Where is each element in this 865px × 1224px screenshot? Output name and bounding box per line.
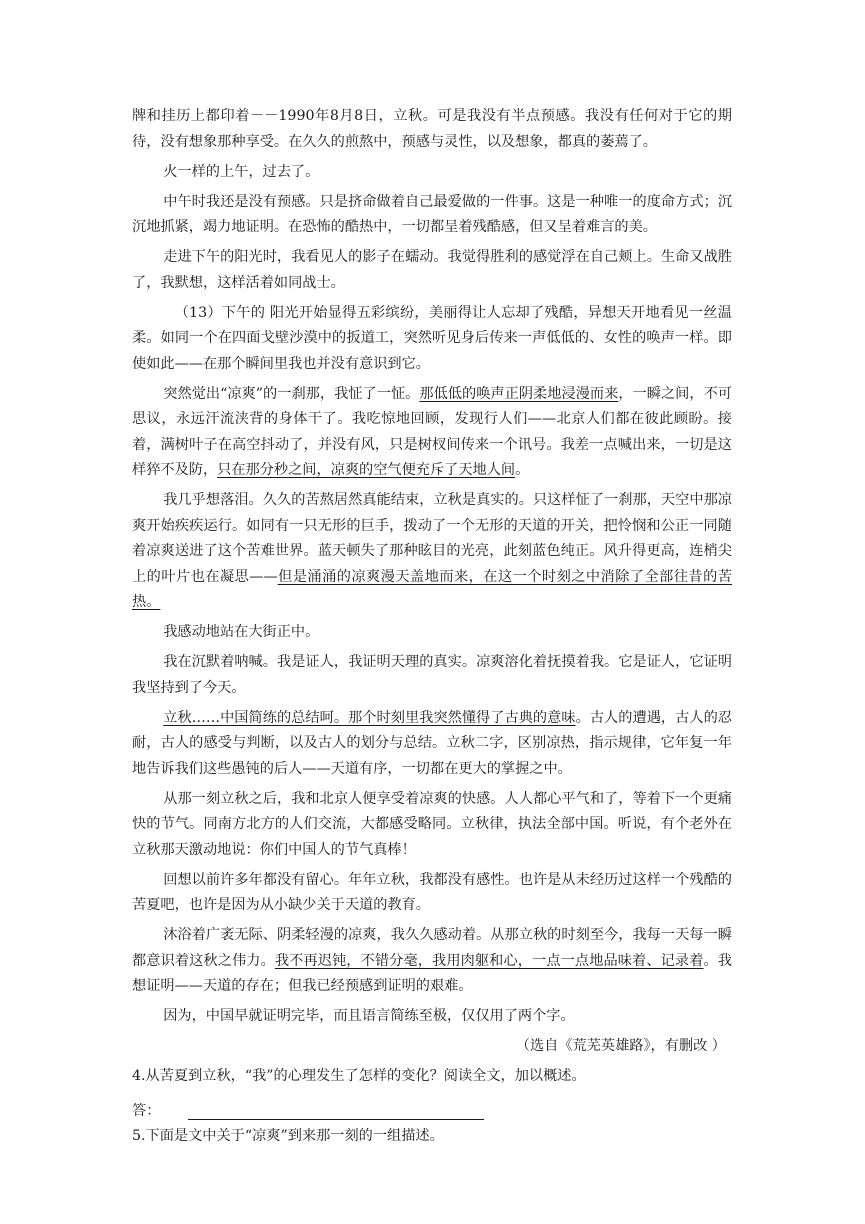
text-run: 。古人的遭遇，古人的忍耐，古人的感受与判断，以及古人的划分与总结。立秋二字，区别凉热，指示规律，它年复一年地告诉我们这些愚钝的后人——天道有序，一切都在更大的掌握之中。 <box>132 709 732 777</box>
text-run: 我几乎想落泪。久久的苦熬居然真能结束，立秋是真实的。只这样怔了一刹那，天空中那凉爽开始疾疾运行。如同有一只无形的巨手，拨动了一个无形的天道的开关，把怜悯和公正一同随着凉爽送进了这个苦难世界。蓝天顿失了那种眩目的光亮，此刻蓝色纯正。风升得更高，连梢尖上的叶片也在凝思—— <box>132 492 732 585</box>
text-run: ，一瞬之间，不可思议，永远汗流浃背的身体干了。我吃惊地回顾，发现行人们——北京人们都在彼此顾盼。接着，满树叶子在高空抖动了，并没有风，只是树杈间传来一个讯号。我差一点喊出来，一切是这样猝不及防， <box>132 385 732 478</box>
answer-label: 答： <box>132 1102 161 1119</box>
paragraph <box>132 488 732 616</box>
paragraph <box>132 382 732 484</box>
question-5: 5.下面是文中关于“凉爽”到来那一刻的一组描述。 <box>132 1128 444 1144</box>
paragraph: 走进下午的阳光时，我看见人的影子在蠕动。我觉得胜利的感觉浮在自己颊上。生命又战胜了，我默想，这样活着如同战士。 <box>132 249 732 291</box>
source-citation: （选自《荒芜英雄路》，有删改 ） <box>515 1038 726 1054</box>
underlined-sentence: 我不再迟钝，不错分毫，我用肉躯和心，一点一点地品味着、记录着 <box>274 952 704 969</box>
paragraph: 中午时我还是没有预感。只是挤命做着自己最爱做的一件事。这是一种唯一的度命方式；沉沉地抓紧，竭力地证明。在恐怖的酷热中，一切都呈着残酷感，但又呈着难言的美。 <box>132 193 732 235</box>
underlined-sentence: 只在那分秒之间，凉爽的空气便充斥了天地人间 <box>217 462 516 478</box>
paragraph: 我感动地站在大街正中。 <box>163 624 320 640</box>
answer-row <box>132 1094 732 1120</box>
paragraph: 从那一刻立秋之后，我和北京人便享受着凉爽的快感。人人都心平气和了，等着下一个更痛快的节气。同南方北方的人们交流，大都感受略同。立秋律，执法全部中国。听说，有个老外在立秋那天激动地说：你们中国人的节气真棒！ <box>132 790 732 858</box>
underlined-sentence: 那低低的唤声正阴柔地浸漫而来 <box>419 385 619 402</box>
paragraph-13: （13）下午的 阳光开始显得五彩缤纷，美丽得让人忘却了残酷，异想天开地看见一丝温柔。如同一个在四面戈壁沙漠中的扳道工，突然听见身后传来一声低低的、女性的唤声一样。即使如此——在那个瞬间里我也并没有意识到它。 <box>132 304 732 372</box>
paragraph <box>132 706 732 783</box>
paragraph <box>132 923 732 1000</box>
answer-blank[interactable] <box>188 1101 484 1120</box>
paragraph: 回想以前许多年都没有留心。年年立秋，我都没有感性。也许是从未经历过这样一个残酷的苦夏吧，也许是因为从小缺少关于天道的教育。 <box>132 871 732 913</box>
paragraph: 火一样的上午，过去了。 <box>163 163 320 180</box>
underlined-sentence: 立秋……中国简练的总结呵。那个时刻里我突然懂得了古典的意味 <box>163 709 576 726</box>
text-run: 突然觉出“凉爽”的一刹那，我怔了一怔。 <box>163 385 420 402</box>
text-run: 。 <box>515 462 530 478</box>
paragraph: 我在沉默着呐喊。我是证人，我证明天理的真实。凉爽溶化着抚摸着我。它是证人，它证明我坚持到了今天。 <box>132 654 732 696</box>
text-run: 沐浴着广袤无际、阴柔轻漫的凉爽，我久久感动着。从那立秋的时刻至今，我每一天每一瞬都意识着这秋之伟力。 <box>132 927 732 969</box>
text-run: 。我想证明——天道的存在；但我已经预感到证明的艰难。 <box>132 952 732 994</box>
underlined-sentence: 但是涌涌的凉爽漫天盖地而来，在这一个时刻之中消除了全部往昔的苦热。 <box>132 568 732 610</box>
paragraph: 因为，中国早就证明完毕，而且语言简练至极，仅仅用了两个字。 <box>163 1008 575 1024</box>
paragraph: 牌和挂历上都印着－－1990年8月8日，立秋。可是我没有半点预感。我没有任何对于它的期待，没有想象那种享受。在久久的煎熬中，预感与灵性，以及想象，都真的萎蔫了。 <box>132 108 732 150</box>
question-4: 4.从苦夏到立秋，“我”的心理发生了怎样的变化？阅读全文，加以概述。 <box>132 1068 586 1084</box>
article-body <box>132 104 732 1154</box>
